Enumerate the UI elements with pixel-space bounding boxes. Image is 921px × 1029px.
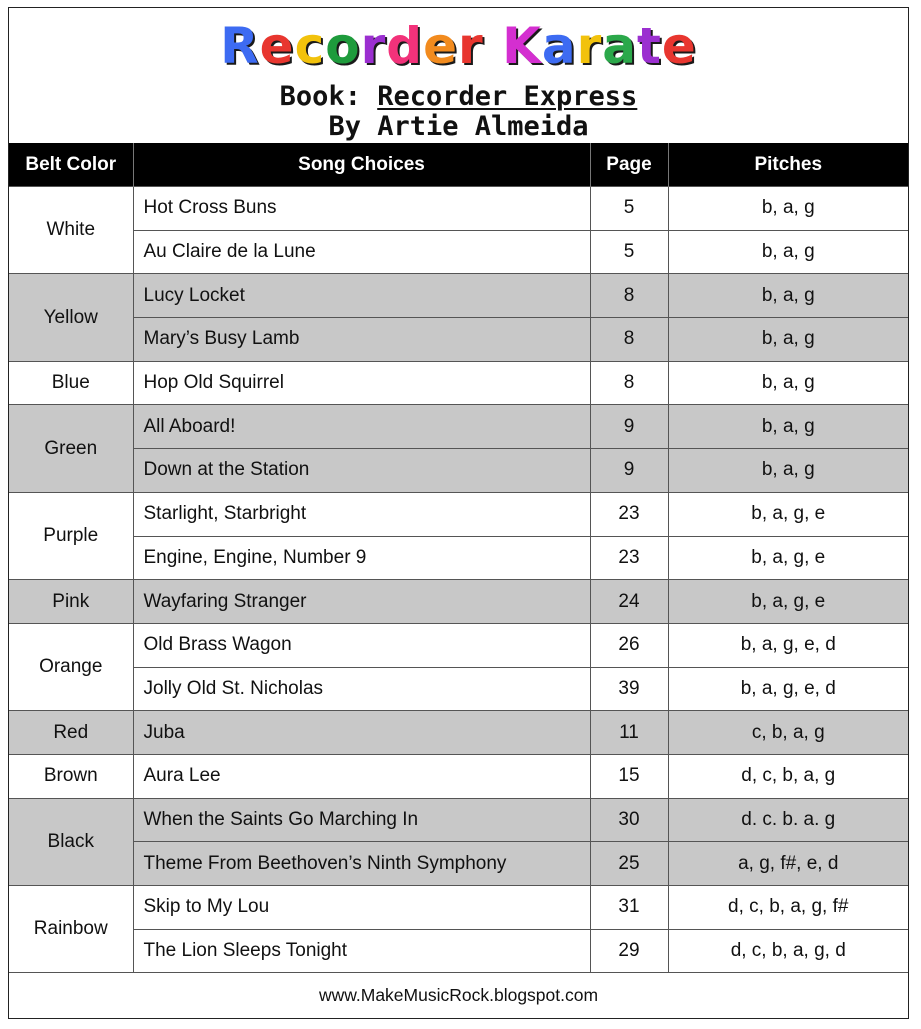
table-row [9,274,908,318]
pitches-cell: d, c, b, a, g [668,754,908,798]
table-row [9,318,908,362]
header-pitches: Pitches [668,143,908,187]
song-title-cell: All Aboard! [133,405,590,449]
song-title-cell: Aura Lee [133,754,590,798]
author-line: By Artie Almeida [328,111,589,142]
table-row [9,361,908,405]
table-body [9,187,908,973]
header-page: Page [590,143,668,187]
table-row [9,580,908,624]
table-row [9,536,908,580]
pitches-cell: d, c, b, a, g, f# [668,886,908,930]
page-cell: 5 [590,187,668,231]
belt-color-cell: Blue [9,361,133,405]
page-cell: 23 [590,492,668,536]
belt-color-cell: Orange [9,623,133,710]
song-title-cell: Hop Old Squirrel [133,361,590,405]
page-cell: 8 [590,274,668,318]
page-cell: 9 [590,405,668,449]
song-title-cell: Theme From Beethoven’s Ninth Symphony [133,842,590,886]
song-title-cell: Engine, Engine, Number 9 [133,536,590,580]
table-row [9,667,908,711]
page-cell: 11 [590,711,668,755]
pitches-cell: b, a, g [668,274,908,318]
page-cell: 26 [590,623,668,667]
table-row [9,623,908,667]
table-row [9,842,908,886]
page-cell: 29 [590,929,668,972]
belt-color-cell: Yellow [9,274,133,361]
pitches-cell: b, a, g [668,318,908,362]
page-cell: 5 [590,230,668,274]
table-row [9,187,908,231]
pitches-cell: b, a, g [668,230,908,274]
song-title-cell: Au Claire de la Lune [133,230,590,274]
table-row [9,886,908,930]
pitches-cell: d. c. b. a. g [668,798,908,842]
song-table [9,143,908,972]
pitches-cell: b, a, g, e, d [668,667,908,711]
page-cell: 24 [590,580,668,624]
song-title-cell: Juba [133,711,590,755]
belt-color-cell: Black [9,798,133,885]
belt-color-cell: Rainbow [9,886,133,973]
belt-color-cell: Brown [9,754,133,798]
footer-url: www.MakeMusicRock.blogspot.com [9,972,908,1017]
table-row [9,405,908,449]
page-cell: 8 [590,361,668,405]
pitches-cell: a, g, f#, e, d [668,842,908,886]
song-title-cell: The Lion Sleeps Tonight [133,929,590,972]
table-row [9,492,908,536]
recorder-karate-sheet [8,7,909,1019]
page-cell: 25 [590,842,668,886]
pitches-cell: b, a, g, e, d [668,623,908,667]
pitches-cell: b, a, g, e [668,492,908,536]
title-lettering [220,17,697,75]
pitches-cell: d, c, b, a, g, d [668,929,908,972]
table-row [9,754,908,798]
book-line [9,82,908,112]
pitches-cell: b, a, g [668,187,908,231]
song-title-cell: Wayfaring Stranger [133,580,590,624]
table-header-row [9,143,908,187]
song-title-cell: Skip to My Lou [133,886,590,930]
page-cell: 9 [590,449,668,493]
page-cell: 31 [590,886,668,930]
table-row [9,230,908,274]
belt-color-cell: Pink [9,580,133,624]
book-label: Book: [279,81,361,112]
belt-color-cell: White [9,187,133,274]
song-title-cell: Mary’s Busy Lamb [133,318,590,362]
page-cell: 15 [590,754,668,798]
page-cell: 30 [590,798,668,842]
belt-color-cell: Purple [9,492,133,579]
pitches-cell: b, a, g [668,405,908,449]
header-belt-color: Belt Color [9,143,133,187]
song-title-cell: Hot Cross Buns [133,187,590,231]
pitches-cell: b, a, g, e [668,536,908,580]
song-title-cell: Lucy Locket [133,274,590,318]
table-row [9,929,908,972]
title-word-1: Recorder [220,17,484,75]
song-title-cell: Down at the Station [133,449,590,493]
pitches-cell: b, a, g, e [668,580,908,624]
belt-color-cell: Red [9,711,133,755]
pitches-cell: b, a, g [668,449,908,493]
pitches-cell: b, a, g [668,361,908,405]
song-title-cell: Starlight, Starbright [133,492,590,536]
sheet-header [9,8,908,143]
song-title-cell: Jolly Old St. Nicholas [133,667,590,711]
song-title-cell: Old Brass Wagon [133,623,590,667]
page-title [9,8,908,78]
song-title-cell: When the Saints Go Marching In [133,798,590,842]
page-cell: 23 [590,536,668,580]
book-title: Recorder Express [377,81,638,112]
pitches-cell: c, b, a, g [668,711,908,755]
header-song-choices: Song Choices [133,143,590,187]
table-row [9,449,908,493]
page-cell: 8 [590,318,668,362]
title-word-2: Karate [502,17,697,75]
table-row [9,711,908,755]
table-row [9,798,908,842]
belt-color-cell: Green [9,405,133,492]
page-cell: 39 [590,667,668,711]
